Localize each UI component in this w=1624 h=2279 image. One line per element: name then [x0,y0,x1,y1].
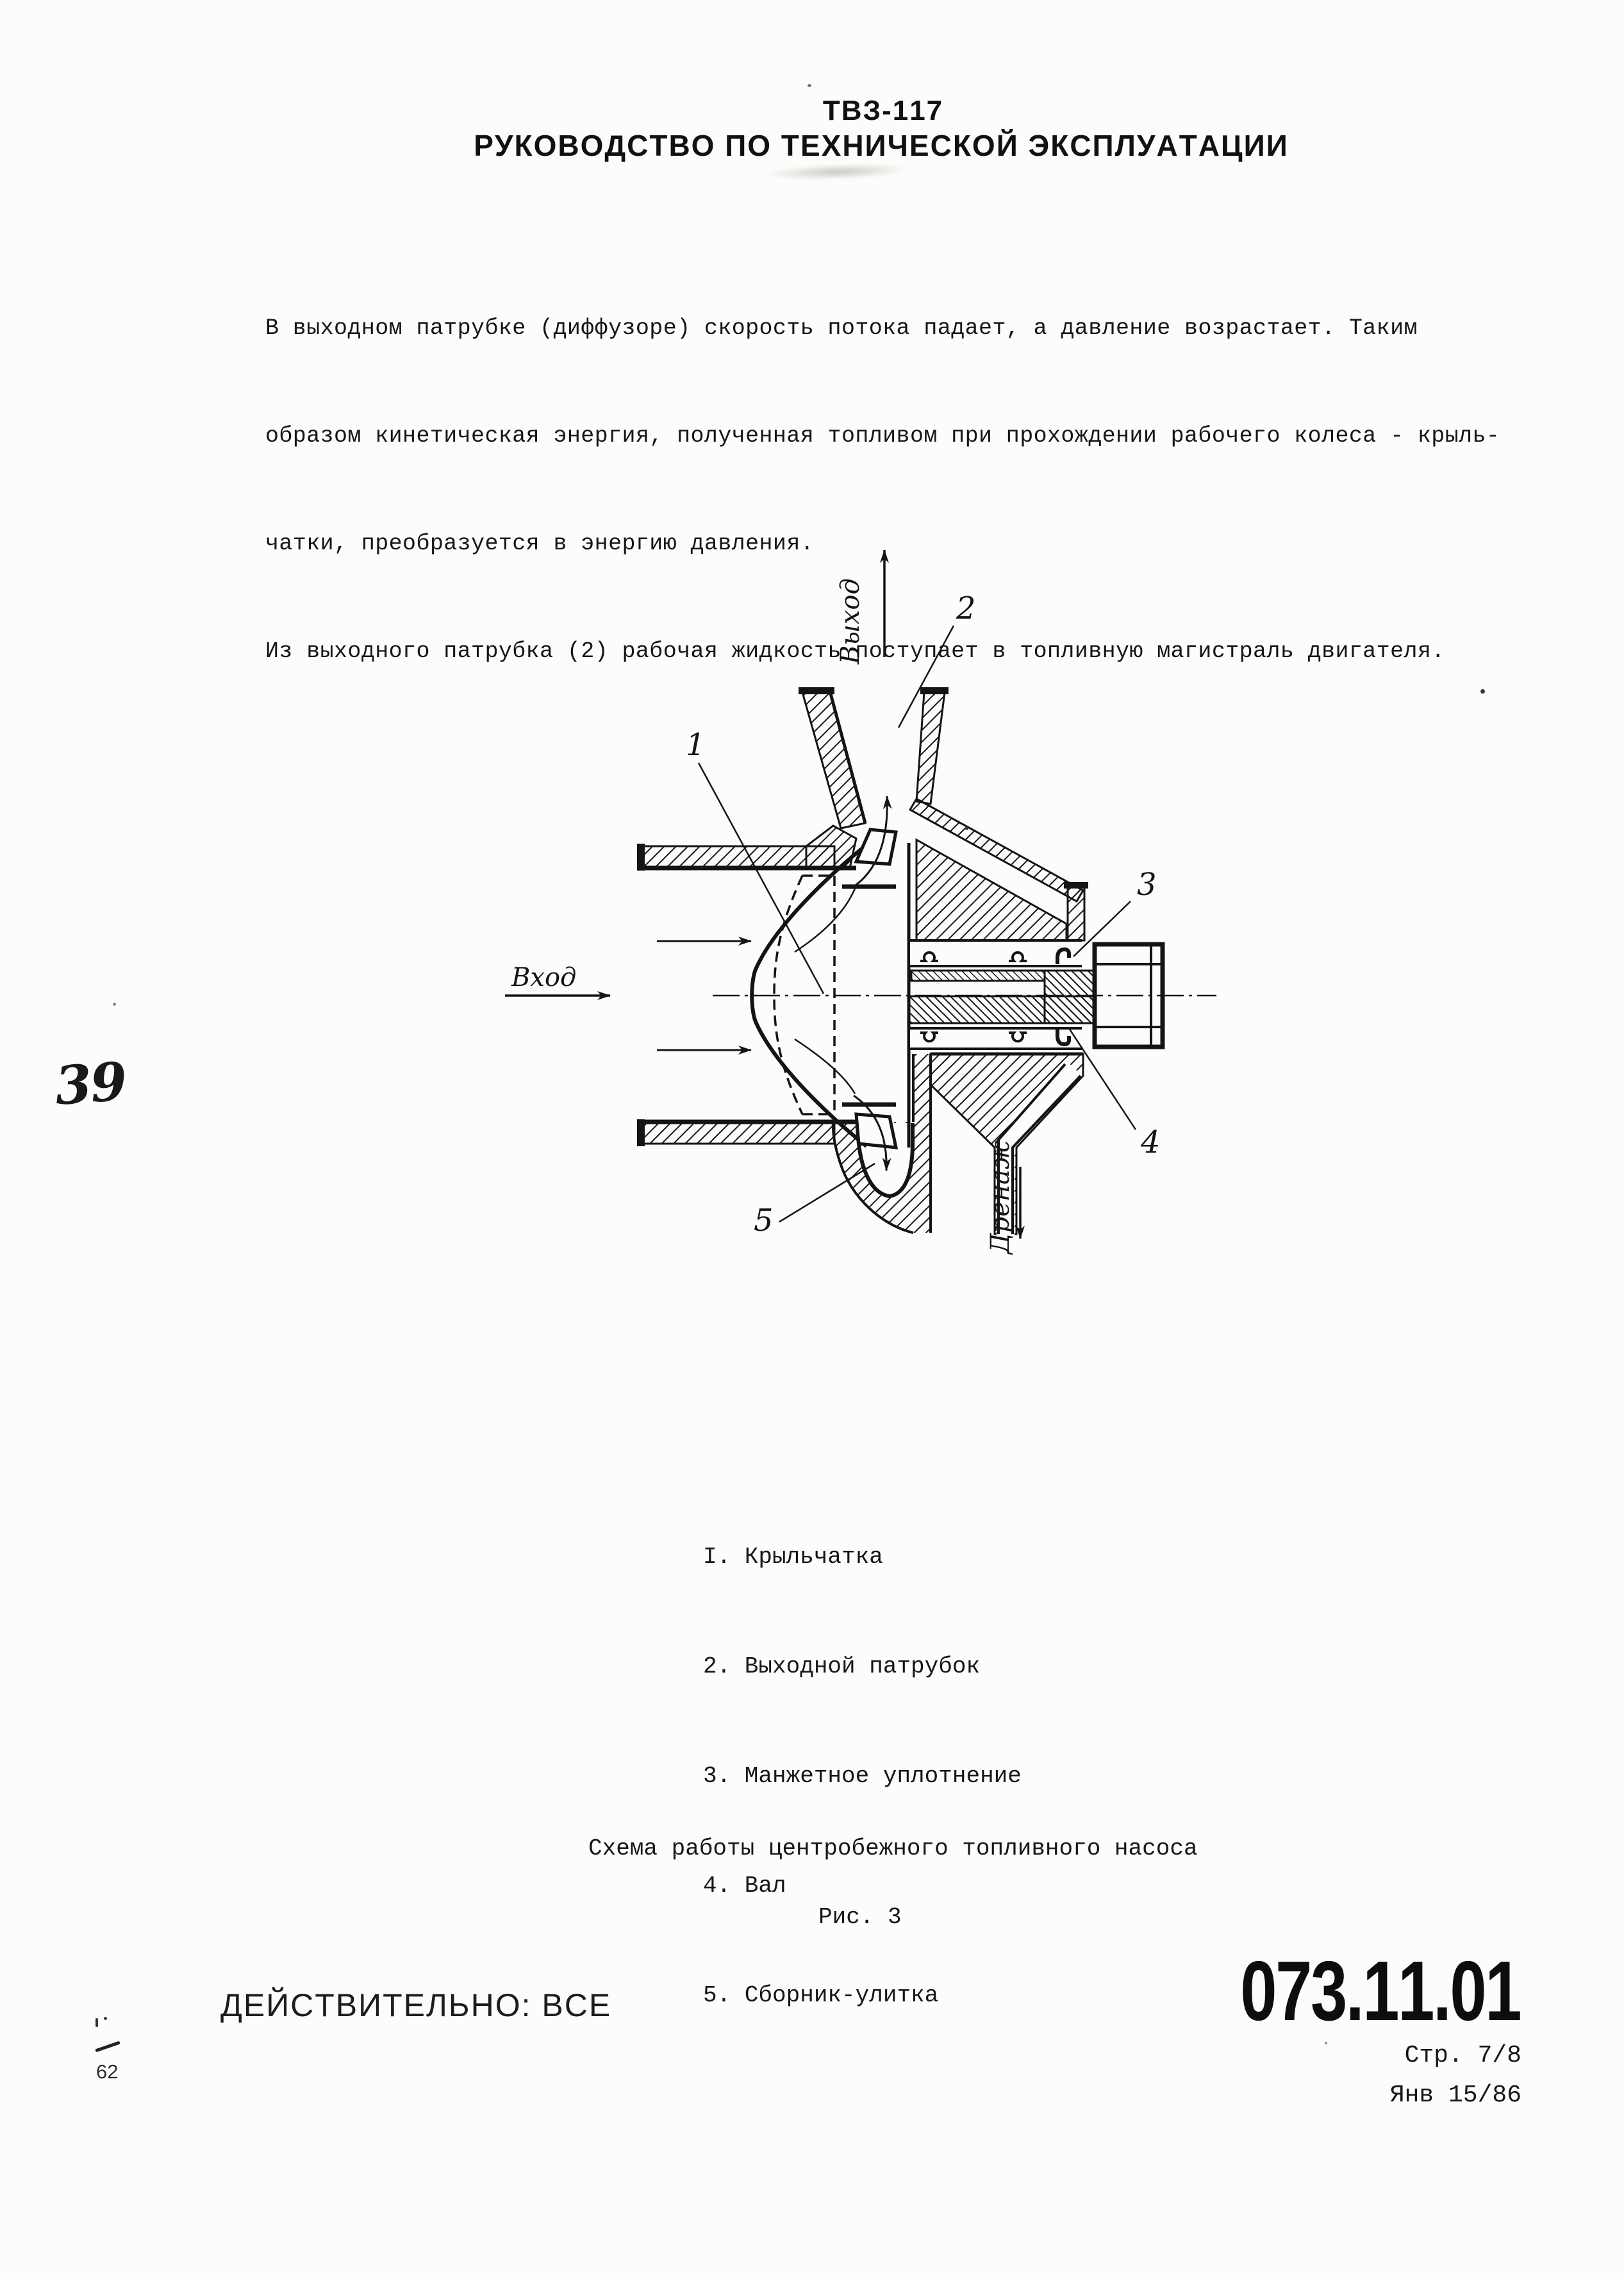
diffuser-right-wall [916,692,945,804]
figure-caption: Схема работы центробежного топливного насоса [588,1835,1198,1862]
legend-item: I. Крыльчатка [703,1544,883,1570]
figure-legend [703,1465,1022,2087]
paragraph-line: В выходном патрубке (диффузоре) скорость потока падает, а давление возрастает. Таким [265,315,1418,341]
legend-item: 4. Вал [703,1873,786,1899]
callout-5: 5 [754,1203,774,1239]
pen-mark [95,2041,120,2053]
inlet-label: Вход [511,963,577,992]
validity-note: ДЕЙСТВИТЕЛЬНО: ВСЕ [220,1987,612,2023]
scan-speck [808,84,811,87]
paragraph-line: чатки, преобразуется в энергию давления. [265,531,815,556]
handwritten-page-number: 39 [53,1051,128,1117]
pen-mark [95,2018,98,2027]
pen-mark [104,2017,107,2020]
pump-cross-section-diagram [500,538,1333,1321]
scan-speck [113,1003,116,1006]
scan-speck [965,827,968,830]
scan-speck [1480,689,1485,694]
revision-date: Янв 15/86 [1389,2082,1521,2109]
manual-title-heading: РУКОВОДСТВО ПО ТЕХНИЧЕСКОЙ ЭКСПЛУАТАЦИИ [474,129,1289,162]
drain-label: Дренаж [986,1140,1015,1254]
diffuser-left-wall [802,692,865,828]
callout-2: 2 [956,590,976,626]
impeller [752,830,909,1148]
callout-1: 1 [686,727,706,763]
scan-smudge [766,162,910,182]
bottom-left-number: 62 [96,2060,119,2083]
callout-4: 4 [1141,1124,1161,1160]
page-reference: Стр. 7/8 [1404,2042,1521,2069]
paragraph-line: Из выходного патрубка (2) рабочая жидкость поступает в топливную магистраль двигателя. [265,639,1445,664]
figure-number: Рис. 3 [818,1904,902,1930]
document-code: 073.11.01 [1240,1944,1520,2038]
legend-item: 5. Сборник-улитка [703,1982,939,2008]
outlet-label: Выход [836,578,865,664]
shaft-sleeve [911,971,1045,981]
scan-speck [1325,2042,1327,2044]
legend-item: 2. Выходной патрубок [703,1653,981,1680]
legend-item: 3. Манжетное уплотнение [703,1763,1022,1789]
shaft-and-seals [909,940,1163,1049]
callout-3: 3 [1137,867,1157,903]
engine-model-heading: ТВЗ-117 [822,95,944,126]
shaft-shoulder [1045,971,1093,1023]
paragraph-line: образом кинетическая энергия, полученная топливом при прохождении рабочего колеса - крыль- [265,423,1500,449]
lower-inlet-wall [641,1122,834,1144]
